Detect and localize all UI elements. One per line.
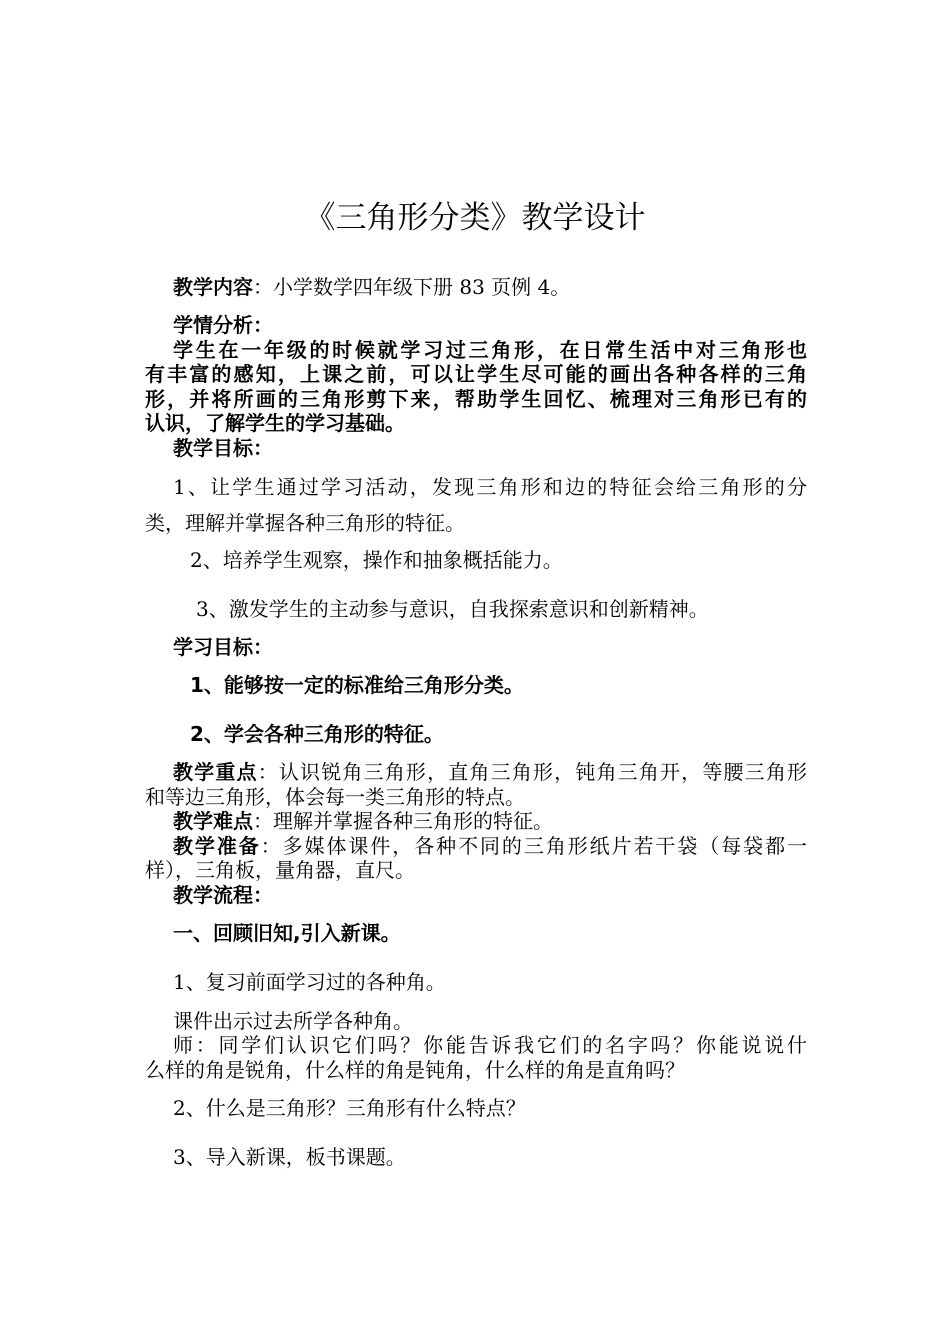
- learning-goal-2: 2、学会各种三角形的特征。: [190, 722, 444, 746]
- goal-2: 2、培养学生观察，操作和抽象概括能力。: [190, 548, 563, 572]
- analysis-line-2: 有丰富的感知，上课之前，可以让学生尽可能的画出各种各样的三角: [145, 362, 807, 386]
- preparation-line-1: [0, 834, 950, 858]
- difficulty-text: ：理解并掌握各种三角形的特征。: [253, 809, 553, 833]
- goal-1-line-2: 类，理解并掌握各种三角形的特征。: [145, 511, 465, 535]
- preparation-label: 教学准备: [173, 834, 261, 858]
- teaching-content-text: ：小学数学四年级下册 83 页例 4。: [253, 275, 571, 299]
- goals-label: 教学目标：: [173, 436, 273, 460]
- learning-goals-label: 学习目标：: [173, 635, 273, 659]
- teaching-content: [0, 275, 950, 299]
- flow-label: 教学流程：: [173, 883, 273, 907]
- learning-goal-1: 1、能够按一定的标准给三角形分类。: [190, 673, 524, 697]
- flow-step-3: 3、导入新课，板书课题。: [173, 1145, 406, 1169]
- teaching-content-label: 教学内容: [173, 275, 253, 299]
- document-title: 《三角形分类》教学设计: [304, 200, 646, 236]
- difficulty: [0, 809, 950, 833]
- analysis-label: 学情分析：: [173, 313, 273, 337]
- flow-courseware: 课件出示过去所学各种角。: [173, 1009, 413, 1033]
- flow-section-1: 一、回顾旧知,引入新课。: [173, 921, 401, 945]
- analysis-line-3: 形，并将所画的三角形剪下来，帮助学生回忆、梳理对三角形已有的: [145, 387, 807, 411]
- analysis-line-1: 学生在一年级的时候就学习过三角形，在日常生活中对三角形也: [173, 338, 807, 362]
- difficulty-label: 教学难点: [173, 809, 253, 833]
- preparation-text: ：多媒体课件，各种不同的三角形纸片若干袋（每袋都一: [260, 834, 808, 858]
- key-point-text: ：认识锐角三角形，直角三角形，钝角三角开，等腰三角形: [257, 760, 808, 784]
- key-point-line-1: [0, 760, 950, 784]
- goal-1-line-1: 1、让学生通过学习活动，发现三角形和边的特征会给三角形的分: [173, 475, 807, 499]
- key-point-line-2: 和等边三角形，体会每一类三角形的特点。: [145, 785, 525, 809]
- analysis-line-4: 认识，了解学生的学习基础。: [145, 411, 405, 435]
- goal-3: 3、激发学生的主动参与意识，自我探索意识和创新精神。: [196, 597, 709, 621]
- preparation-line-2: 样），三角板，量角器，直尺。: [145, 858, 415, 882]
- flow-step-1: 1、复习前面学习过的各种角。: [173, 970, 446, 994]
- key-point-label: 教学重点: [173, 760, 258, 784]
- flow-teacher-line-1: 师：同学们认识它们吗？你能告诉我它们的名字吗？你能说说什: [173, 1033, 807, 1057]
- flow-teacher-line-2: 么样的角是锐角，什么样的角是钝角，什么样的角是直角吗？: [145, 1058, 685, 1082]
- flow-step-2: 2、什么是三角形？三角形有什么特点？: [173, 1096, 526, 1120]
